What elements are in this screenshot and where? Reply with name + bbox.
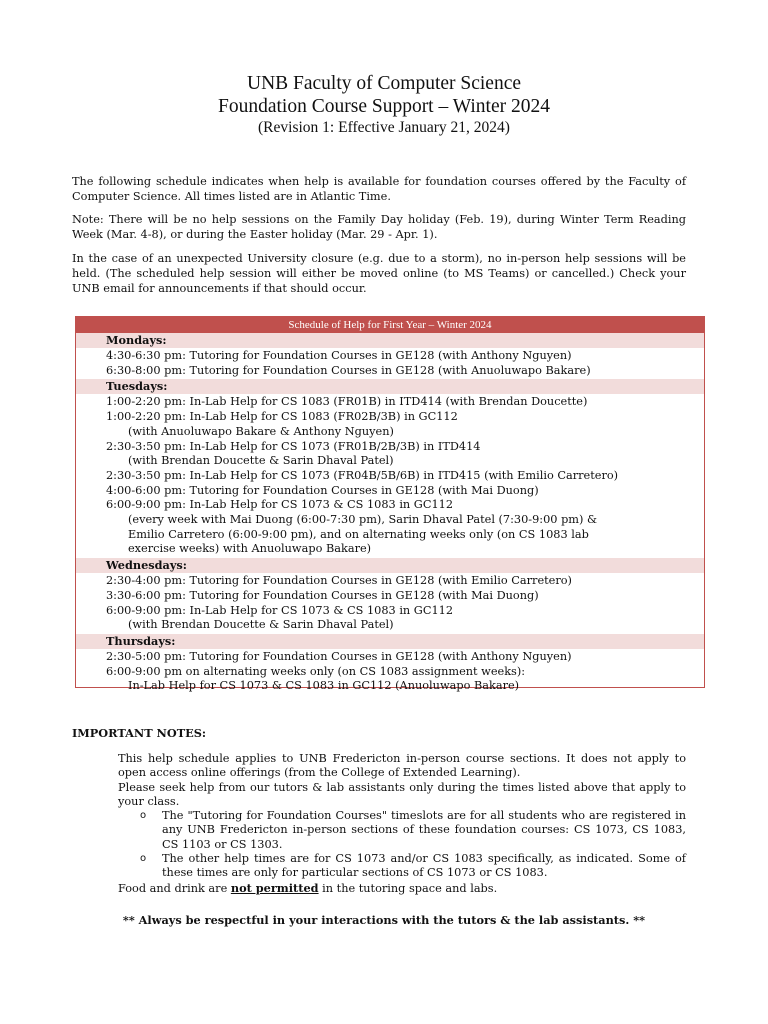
- day-heading-mondays: Mondays:: [76, 333, 704, 348]
- session-line: 3:30-6:00 pm: Tutoring for Foundation Courses in GE128 (with Mai Duong): [106, 588, 539, 602]
- session-line-continued: exercise weeks) with Anuoluwapo Bakare): [128, 542, 372, 556]
- session-line: 6:30-8:00 pm: Tutoring for Foundation Courses in GE128 (with Anuoluwapo Bakare): [106, 363, 591, 377]
- session-line: 6:00-9:00 pm: In-Lab Help for CS 1073 & CS 1083 in GC112: [106, 603, 454, 617]
- session-line: 6:00-9:00 pm on alternating weeks only (on CS 1083 assignment weeks):: [106, 664, 526, 678]
- closure-note: In the case of an unexpected University closure (e.g. due to a storm), no in-person help sessions will be held. (The scheduled help session will either be moved online (to MS Teams) or cancelled.) Check your UNB email for announcements if that should occur.: [72, 252, 686, 295]
- session-line: 2:30-3:50 pm: In-Lab Help for CS 1073 (FR04B/5B/6B) in ITD415 (with Emilio Carretero): [106, 468, 619, 482]
- bullet-item: [118, 809, 686, 852]
- thursdays-sessions: [76, 649, 704, 695]
- respect-reminder: ** Always be respectful in your interactions with the tutors & the lab assistants. **: [122, 913, 646, 927]
- session-line: 4:00-6:00 pm: Tutoring for Foundation Courses in GE128 (with Mai Duong): [106, 483, 539, 497]
- session-line: 6:00-9:00 pm: In-Lab Help for CS 1073 & CS 1083 in GC112: [106, 498, 454, 512]
- schedule-table: [75, 316, 705, 693]
- revision-note: (Revision 1: Effective January 21, 2024): [258, 119, 510, 136]
- session-line: 4:30-6:30 pm: Tutoring for Foundation Courses in GE128 (with Anthony Nguyen): [106, 349, 572, 362]
- document-subtitle: Foundation Course Support – Winter 2024: [218, 96, 550, 117]
- tuesdays-sessions: [76, 394, 704, 558]
- notes-body: [118, 752, 686, 896]
- session-line-continued: (with Brendan Doucette & Sarin Dhaval Patel): [128, 454, 394, 468]
- session-line-continued: Emilio Carretero (6:00-9:00 pm), and on alternating weeks only (on CS 1083 lab: [128, 527, 589, 541]
- session-line-continued: (every week with Mai Duong (6:00-7:30 pm), Sarin Dhaval Patel (7:30-9:00 pm) &: [128, 513, 598, 527]
- wednesdays-sessions: [76, 573, 704, 634]
- intro-paragraph: The following schedule indicates when help is available for foundation courses offered by the Faculty of Computer Science. All times listed are in Atlantic Time.: [72, 175, 686, 203]
- note-timing: Please seek help from our tutors & lab assistants only during the times listed above that apply to your class.: [118, 780, 686, 808]
- bullet-text: The other help times are for CS 1073 and/or CS 1083 specifically, as indicated. Some of these times are only for particular sections of CS 1073 or CS 1083.: [162, 852, 686, 880]
- day-heading-thursdays: Thursdays:: [76, 634, 704, 649]
- day-heading-wednesdays: Wednesdays:: [76, 558, 704, 573]
- session-line: 1:00-2:20 pm: In-Lab Help for CS 1083 (FR01B) in ITD414 (with Brendan Doucette): [106, 395, 588, 409]
- session-line: 1:00-2:20 pm: In-Lab Help for CS 1083 (FR02B/3B) in GC112: [106, 410, 458, 424]
- session-line-continued: (with Brendan Doucette & Sarin Dhaval Patel): [128, 618, 394, 632]
- session-line-continued: (with Anuoluwapo Bakare & Anthony Nguyen): [128, 424, 394, 438]
- bullet-marker: o: [140, 810, 147, 822]
- schedule-heading: Schedule of Help for First Year – Winter 2024: [76, 317, 704, 333]
- note-food: [118, 881, 686, 896]
- mondays-sessions: [76, 348, 704, 379]
- bullet-item: [118, 852, 686, 881]
- day-heading-tuesdays: Tuesdays:: [76, 379, 704, 394]
- note-scope: This help schedule applies to UNB Fredericton in-person course sections. It does not apply to open access online offerings (from the College of Extended Learning).: [118, 752, 686, 780]
- notes-heading: IMPORTANT NOTES:: [72, 726, 207, 740]
- session-line: 2:30-3:50 pm: In-Lab Help for CS 1073 (FR01B/2B/3B) in ITD414: [106, 439, 481, 453]
- food-text-post: in the tutoring space and labs.: [318, 881, 498, 895]
- bullet-text: The "Tutoring for Foundation Courses" timeslots are for all students who are registered in any UNB Fredericton in-person sections of these foundation courses: CS 1073, CS 1083, CS 1103 or CS 1303.: [162, 809, 686, 851]
- food-text-pre: Food and drink are: [118, 881, 231, 895]
- session-line: 2:30-5:00 pm: Tutoring for Foundation Courses in GE128 (with Anthony Nguyen): [106, 649, 572, 663]
- holiday-note: Note: There will be no help sessions on the Family Day holiday (Feb. 19), during Winter Term Reading Week (Mar. 4-8), or during the Easter holiday (Mar. 29 - Apr. 1).: [72, 213, 686, 241]
- bullet-marker: o: [140, 853, 147, 865]
- session-line-continued: In-Lab Help for CS 1073 & CS 1083 in GC112 (Anuoluwapo Bakare): [128, 679, 520, 693]
- document-title: UNB Faculty of Computer Science: [246, 73, 522, 94]
- session-line: 2:30-4:00 pm: Tutoring for Foundation Courses in GE128 (with Emilio Carretero): [106, 574, 572, 588]
- food-emphasis: not permitted: [230, 880, 319, 895]
